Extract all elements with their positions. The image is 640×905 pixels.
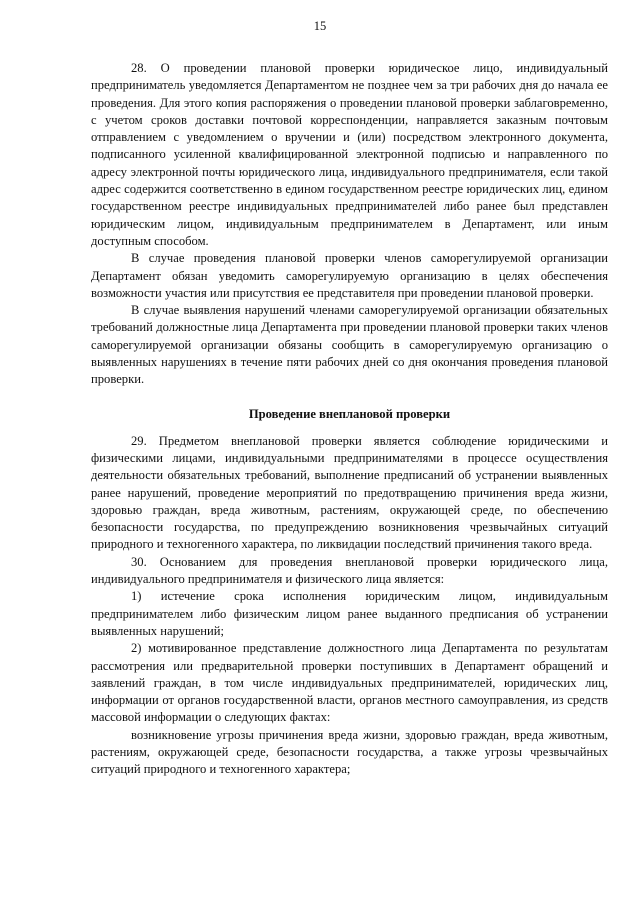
paragraph-30: 30. Основанием для проведения внеплановой проверки юридического лица, индивидуального предпринимателя и физического лица является: xyxy=(91,554,608,587)
section-heading: Проведение внеплановой проверки xyxy=(248,406,451,421)
page-number: 15 xyxy=(313,19,327,33)
paragraph-sro-notification: В случае проведения плановой проверки членов саморегулируемой организации Департамент обязан уведомить саморегулируемую организацию в целях обеспечения возможности участия или присутствия ее представителя при проведении плановой проверки. xyxy=(91,251,608,300)
paragraph-30-item-2: 2) мотивированное представление должностного лица Департамента по результатам рассмотрения или предварительной проверки поступивших в Департамент обращений и заявлений граждан, в том числе индивидуальных предпринимателей, юридических лиц, информации от органов государственной власти, органов местного самоуправления, из средств массовой информации о следующих фактах: xyxy=(91,641,608,725)
paragraph-sro-violations: В случае выявления нарушений членами саморегулируемой организации обязательных требований должностные лица Департамента при проведении плановой проверки таких членов саморегулируемой организации обязаны сообщить в саморегулируемую организацию о выявленных нарушениях в течение пяти рабочих дней со дня окончания проведения плановой проверки. xyxy=(91,303,608,387)
paragraph-30-item-1: 1) истечение срока исполнения юридическим лицом, индивидуальным предпринимателем либо физическим лицом ранее выданного предписания об устранении выявленных нарушений; xyxy=(91,589,608,638)
paragraph-30-item-2-fact: возникновение угрозы причинения вреда жизни, здоровью граждан, вреда животным, растениям, окружающей среде, безопасности государства, а также угрозы чрезвычайных ситуаций природного и техногенного характера; xyxy=(91,727,608,777)
paragraph-29: 29. Предметом внеплановой проверки является соблюдение юридическими и физическими лицами, индивидуальными предпринимателями в процессе осуществления деятельности обязательных требований, выполнение предписаний об устранении выявленных ранее нарушений, проведение мероприятий по предотвращению причинения вреда жизни, здоровью граждан, вреда животным, растениям, окружающей среде, по обеспечению безопасности государства, по предупреждению возникновения чрезвычайных ситуаций природного и техногенного характера, по ликвидации последствий причинения такого вреда. xyxy=(91,433,608,552)
paragraph-28: 28. О проведении плановой проверки юридическое лицо, индивидуальный предприниматель уведомляется Департаментом не позднее чем за три рабочих дня до начала ее проведения. Для этого копия распоряжения о проведении плановой проверки заблаговременно, с учетом сроков доставки почтовой корреспонденции, направляется заказным почтовым отправлением с уведомлением о вручении и (или) посредством электронного документа, подписанного усиленной квалифицированной электронной подписью и направленного по адресу электронной почты юридического лица, индивидуального предпринимателя, если такой адрес содержится соответственно в едином государственном реестре юридических лиц, едином государственном реестре индивидуальных предпринимателей либо ранее был представлен юридическим лицом, индивидуальным предпринимателем в Департамент, или иным доступным способом. xyxy=(91,61,608,248)
document-body xyxy=(91,60,608,779)
